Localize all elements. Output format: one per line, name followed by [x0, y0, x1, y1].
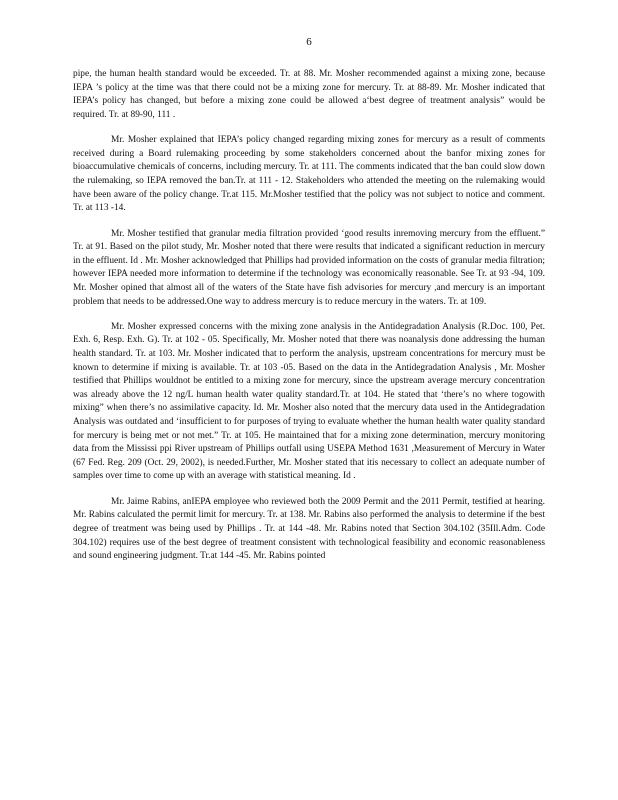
paragraph-continuation: pipe, the human health standard would be exceeded. Tr. at 88. Mr. Mosher recommended against a mixing zone, because IEPA ’s policy at the time was that there could not be a mixing zone for mercury. Tr. at 88-89. Mr. Mosher indicated that IEPA’s policy has changed, but before a mixing zone could be allowed a‘best degree of treatment analysis” would be required. Tr. at 89-90, 111 .	[73, 69, 545, 120]
paragraph-filtration: Mr. Mosher testified that granular media filtration provided ‘good results inremoving mercury from the effluent.” Tr. at 91. Based on the pilot study, Mr. Mosher noted that there were results that indicated a significant reduction in mercury in the effluent. Id . Mr. Mosher acknowledged that Phillips had provided information on the costs of granular media filtration; however IEPA needed more information to determine if the technology was economically reasonable. See Tr. at 93 -94, 109. Mr. Mosher opined that almost all of the waters of the State have fish advisories for mercury ,and mercury is an important problem that needs to be addressed.One way to address mercury is to reduce mercury in the waters. Tr. at 109.	[73, 228, 545, 307]
paragraph-antidegradation: Mr. Mosher expressed concerns with the mixing zone analysis in the Antidegradation Analysis (R.Doc. 100, Pet. Exh. 6, Resp. Exh. G). Tr. at 102 - 05. Specifically, Mr. Mosher noted that there was noanalysis done addressing the human health standard. Tr. at 103. Mr. Mosher indicated that to perform the analysis, upstream concentrations for mercury must be known to determine if mixing is available. Tr. at 103 -05. Based on the data in the Antidegradation Analysis , Mr. Mosher testified that Phillips wouldnot be entitled to a mixing zone for mercury, since the upstream average mercury concentration was already above the 12 ng/L human health water quality standard.Tr. at 104. He stated that ‘there’s no where togowith mixing” when there’s no assimilative capacity. Id. Mr. Mosher also noted that the mercury data used in the Antidegradation Analysis was outdated and ‘insufficient to for purposes of trying to evaluate whether the human health water quality standard for mercury is being met or not met.” Tr. at 105. He maintained that for a mixing zone determination, mercury monitoring data from the Mississi ppi River upstream of Phillips outfall using USEPA Method 1631 ,Measurement of Mercury in Water (67 Fed. Reg. 209 (Oct. 29, 2002), is needed.Further, Mr. Mosher stated that itis necessary to collect an adequate number of samples over time to come up with an average with statistical meaning. Id .	[73, 321, 545, 482]
page-number: 6	[306, 36, 312, 48]
document-body	[73, 68, 545, 576]
paragraph-rabins: Mr. Jaime Rabins, anIEPA employee who reviewed both the 2009 Permit and the 2011 Permit, testified at hearing. Mr. Rabins calculated the permit limit for mercury. Tr. at 138. Mr. Rabins also performed the analysis to determine if the best degree of treatment was being used by Phillips . Tr. at 144 -48. Mr. Rabins noted that Section 304.102 (35Ill.Adm. Code 304.102) requires use of the best degree of treatment consistent with technological feasibility and economic reasonableness and sound engineering judgment. Tr.at 144 -45. Mr. Rabins pointed	[73, 496, 545, 562]
paragraph-policy-change: Mr. Mosher explained that IEPA’s policy changed regarding mixing zones for mercury as a result of comments received during a Board rulemaking proceeding by some stakeholders concerned about the banfor mixing zones for bioaccumulative chemicals of concerns, including mercury. Tr. at 111. The comments indicated that the ban could slow down the rulemaking, so IEPA removed the ban.Tr. at 111 - 12. Stakeholders who attended the meeting on the rulemaking would have been aware of the policy change. Tr.at 115. Mr.Mosher testified that the policy was not subject to notice and comment. Tr. at 113 -14.	[73, 135, 545, 214]
